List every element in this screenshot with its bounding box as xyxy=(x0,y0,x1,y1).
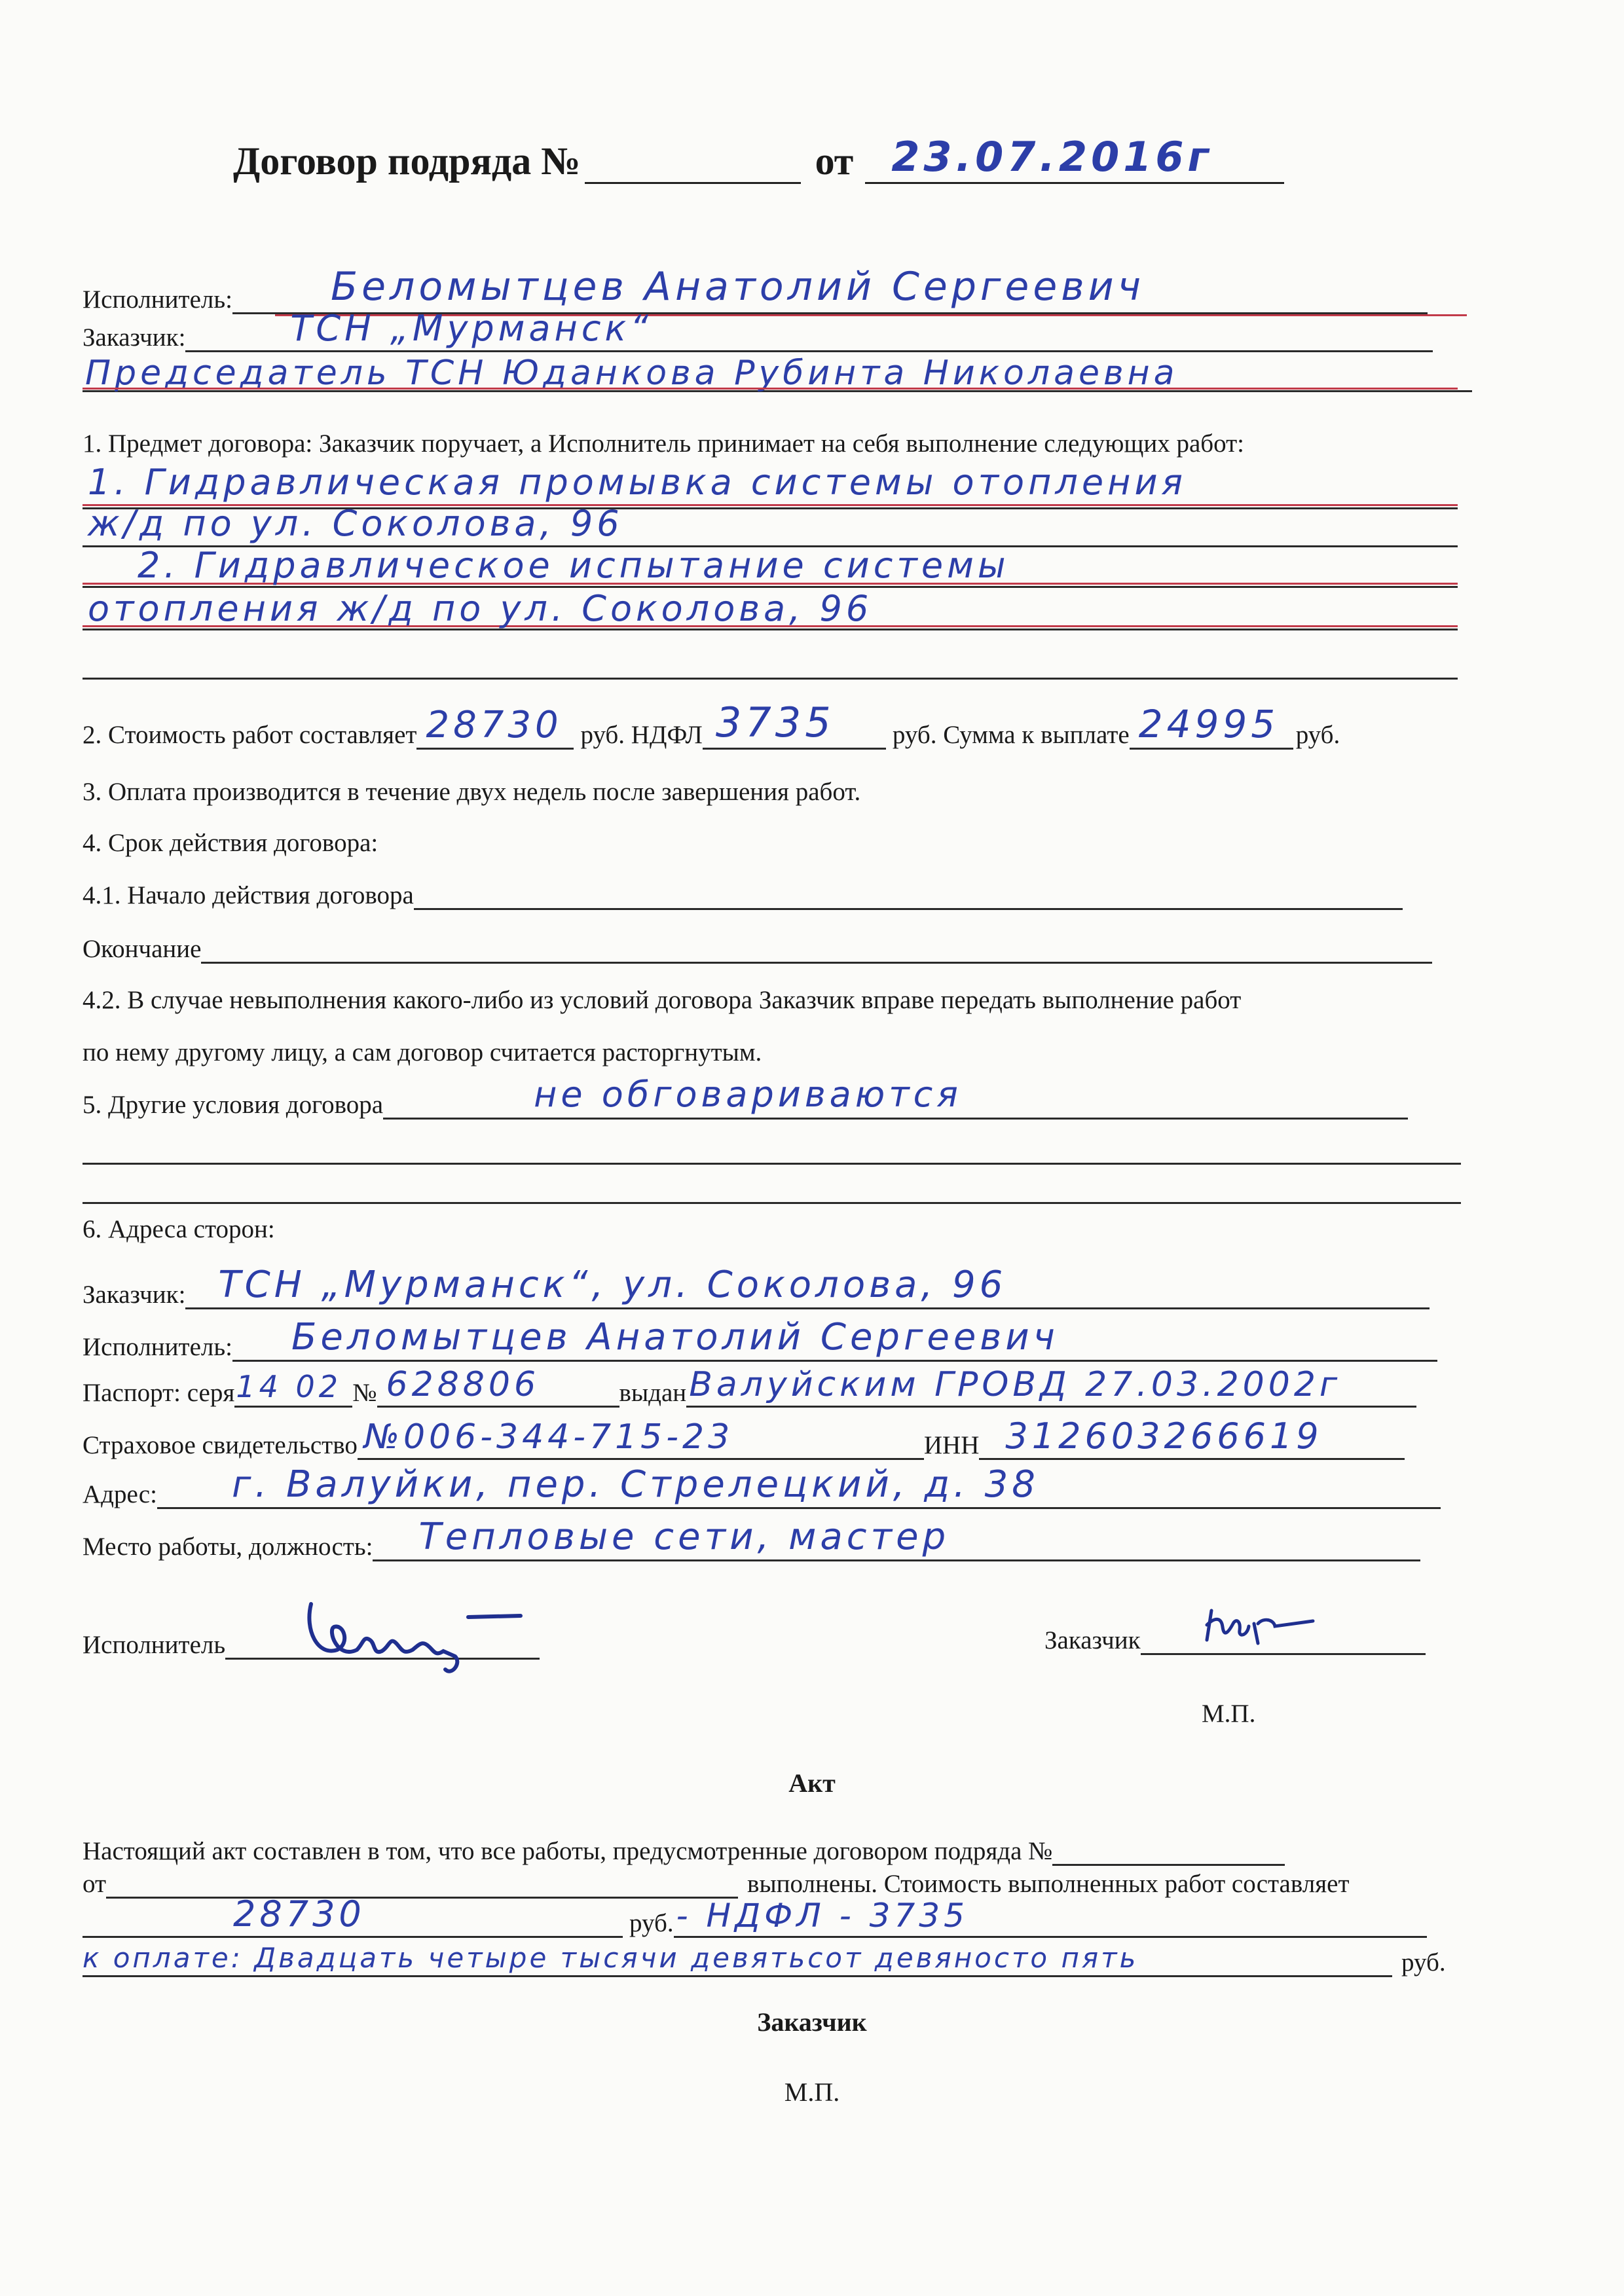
passport-series-field xyxy=(234,1369,352,1408)
work-label: Место работы, должность: xyxy=(83,1533,373,1561)
passport-number-sign: № xyxy=(352,1379,377,1407)
executor-label: Исполнитель: xyxy=(83,285,232,314)
addr-executor-label: Исполнитель: xyxy=(83,1333,232,1361)
addr-executor-line xyxy=(83,1316,1437,1362)
section4-text: 4. Срок действия договора: xyxy=(83,829,378,857)
section1-line-2: ж/д по ул. Соколова, 96 xyxy=(88,503,623,544)
cost-field xyxy=(416,704,574,750)
section3-text: 3. Оплата производится в течение двух недель после завершения работ. xyxy=(83,778,861,806)
customer-signature xyxy=(1202,1597,1333,1650)
addr-customer-line xyxy=(83,1264,1430,1309)
contract-title xyxy=(233,133,1284,184)
section5-rule-3 xyxy=(83,1202,1461,1204)
act-customer-label: Заказчик xyxy=(757,2007,867,2037)
passport-number-field xyxy=(377,1365,619,1408)
start-line xyxy=(83,871,1403,910)
act-title: Акт xyxy=(788,1768,836,1798)
address-label: Адрес: xyxy=(83,1480,157,1508)
section5-rule-2 xyxy=(83,1163,1461,1165)
address-field xyxy=(157,1463,1441,1509)
contract-date-field xyxy=(865,133,1284,184)
passport-label: Паспорт: серя xyxy=(83,1379,235,1407)
customer-value: ТСН „Мурманск“ xyxy=(290,308,653,349)
customer-line xyxy=(83,308,1433,352)
representative-value: Председатель ТСН Юданкова Рубинта Николаевна xyxy=(85,354,1179,393)
passport-line xyxy=(83,1365,1416,1408)
section1-text: 1. Предмет договора: Заказчик поручает, а Исполнитель принимает на себя выполнение следующих работ: xyxy=(83,429,1245,458)
inn-label: ИНН xyxy=(923,1431,980,1459)
passport-series-value: 14 02 xyxy=(236,1369,342,1404)
section1-line-3: 2. Гидравлическое испытание системы xyxy=(138,545,1010,586)
insurance-value: №006-344-715-23 xyxy=(363,1417,734,1457)
addr-customer-label: Заказчик: xyxy=(83,1281,186,1309)
cost-label: 2. Стоимость работ составляет xyxy=(83,721,417,749)
section1-rule-5 xyxy=(83,678,1458,680)
addr-executor-field xyxy=(232,1316,1437,1362)
clause-line-2: по нему другому лицу, а сам договор считается расторгнутым. xyxy=(83,1038,762,1066)
addr-executor-value: Беломытцев Анатолий Сергеевич xyxy=(291,1316,1059,1358)
executor-signature-label: Исполнитель xyxy=(83,1631,226,1659)
clause-line-1: 4.2. В случае невыполнения какого-либо из условий договора Заказчик вправе передать выполнение работ xyxy=(83,986,1242,1014)
contract-number-blank xyxy=(585,144,801,184)
issued-label: выдан xyxy=(619,1379,687,1407)
payout-label: руб. Сумма к выплате xyxy=(892,721,1130,749)
work-field xyxy=(373,1516,1420,1561)
cost-value: 28730 xyxy=(426,704,563,746)
ndfl-value: 3735 xyxy=(715,699,835,746)
title-from-word: от xyxy=(815,139,854,183)
start-label: 4.1. Начало действия договора xyxy=(83,881,414,909)
issued-value: Валуйским ГРОВД 27.03.2002г xyxy=(689,1365,1342,1404)
executor-value: Беломытцев Анатолий Сергеевич xyxy=(330,264,1145,310)
insurance-line xyxy=(83,1415,1405,1460)
executor-signature xyxy=(298,1578,547,1676)
section1-line-4: отопления ж/д по ул. Соколова, 96 xyxy=(88,588,873,629)
act-ndfl-field xyxy=(674,1897,1427,1938)
other-conditions-label: 5. Другие условия договора xyxy=(83,1091,384,1119)
act-topay-field xyxy=(83,1944,1392,1977)
act-ndfl-note: - НДФЛ - 3735 xyxy=(676,1897,969,1935)
act-from-word: от xyxy=(83,1870,107,1898)
act-amount-rub: руб. xyxy=(629,1909,674,1937)
ndfl-label: руб. НДФЛ xyxy=(580,721,703,749)
act-stamp-label: М.П. xyxy=(784,2077,840,2107)
act-topay-line xyxy=(83,1938,1446,1977)
section5-line xyxy=(83,1074,1408,1120)
executor-line xyxy=(83,264,1428,314)
section6-title: 6. Адреса сторон: xyxy=(83,1215,275,1243)
act-amount-value: 28730 xyxy=(233,1893,365,1935)
other-conditions-field xyxy=(383,1074,1408,1120)
representative-red-underline xyxy=(83,388,1458,390)
inn-value: 312603266619 xyxy=(1005,1415,1323,1457)
insurance-field xyxy=(358,1417,924,1460)
other-conditions-value: не обговариваются xyxy=(534,1074,962,1115)
ndfl-field xyxy=(703,699,886,750)
issued-field xyxy=(686,1365,1416,1408)
payout-value: 24995 xyxy=(1138,702,1280,746)
act-amount-line xyxy=(83,1893,1427,1938)
insurance-label: Страховое свидетельство xyxy=(83,1431,358,1459)
end-label: Окончание xyxy=(83,935,202,963)
address-line xyxy=(83,1463,1441,1509)
act-line-2-suffix: выполнены. Стоимость выполненных работ составляет xyxy=(747,1870,1350,1898)
act-line-1-text: Настоящий акт составлен в том, что все работы, предусмотренные договором подряда № xyxy=(83,1837,1053,1865)
inn-field xyxy=(979,1415,1405,1460)
address-value: г. Валуйки, пер. Стрелецкий, д. 38 xyxy=(231,1463,1039,1506)
customer-signature-label: Заказчик xyxy=(1044,1626,1141,1654)
start-field xyxy=(414,877,1403,910)
contract-stamp-label: М.П. xyxy=(1202,1700,1256,1728)
section2-line xyxy=(83,699,1340,750)
act-topay-rub: руб. xyxy=(1401,1948,1446,1977)
customer-label: Заказчик: xyxy=(83,323,186,352)
section1-line-1: 1. Гидравлическая промывка системы отопления xyxy=(88,462,1187,503)
addr-customer-field xyxy=(185,1264,1430,1309)
work-line xyxy=(83,1516,1420,1561)
act-topay-value: к оплате: Двадцать четыре тысячи девятьсот девяносто пять xyxy=(83,1942,1139,1974)
work-value: Тепловые сети, мастер xyxy=(418,1516,950,1558)
payout-rub: руб. xyxy=(1295,721,1340,749)
addr-customer-value: ТСН „Мурманск“, ул. Соколова, 96 xyxy=(218,1264,1007,1306)
title-text: Договор подряда № xyxy=(233,139,581,183)
end-field xyxy=(201,930,1432,964)
customer-field xyxy=(185,308,1433,352)
end-line xyxy=(83,924,1432,964)
passport-number-value: 628806 xyxy=(386,1365,540,1404)
payout-field xyxy=(1130,702,1293,750)
act-amount-field xyxy=(83,1893,623,1938)
act-date-field xyxy=(106,1865,738,1899)
act-line-2 xyxy=(83,1859,1349,1899)
contract-date-value: 23.07.2016г xyxy=(891,133,1213,181)
